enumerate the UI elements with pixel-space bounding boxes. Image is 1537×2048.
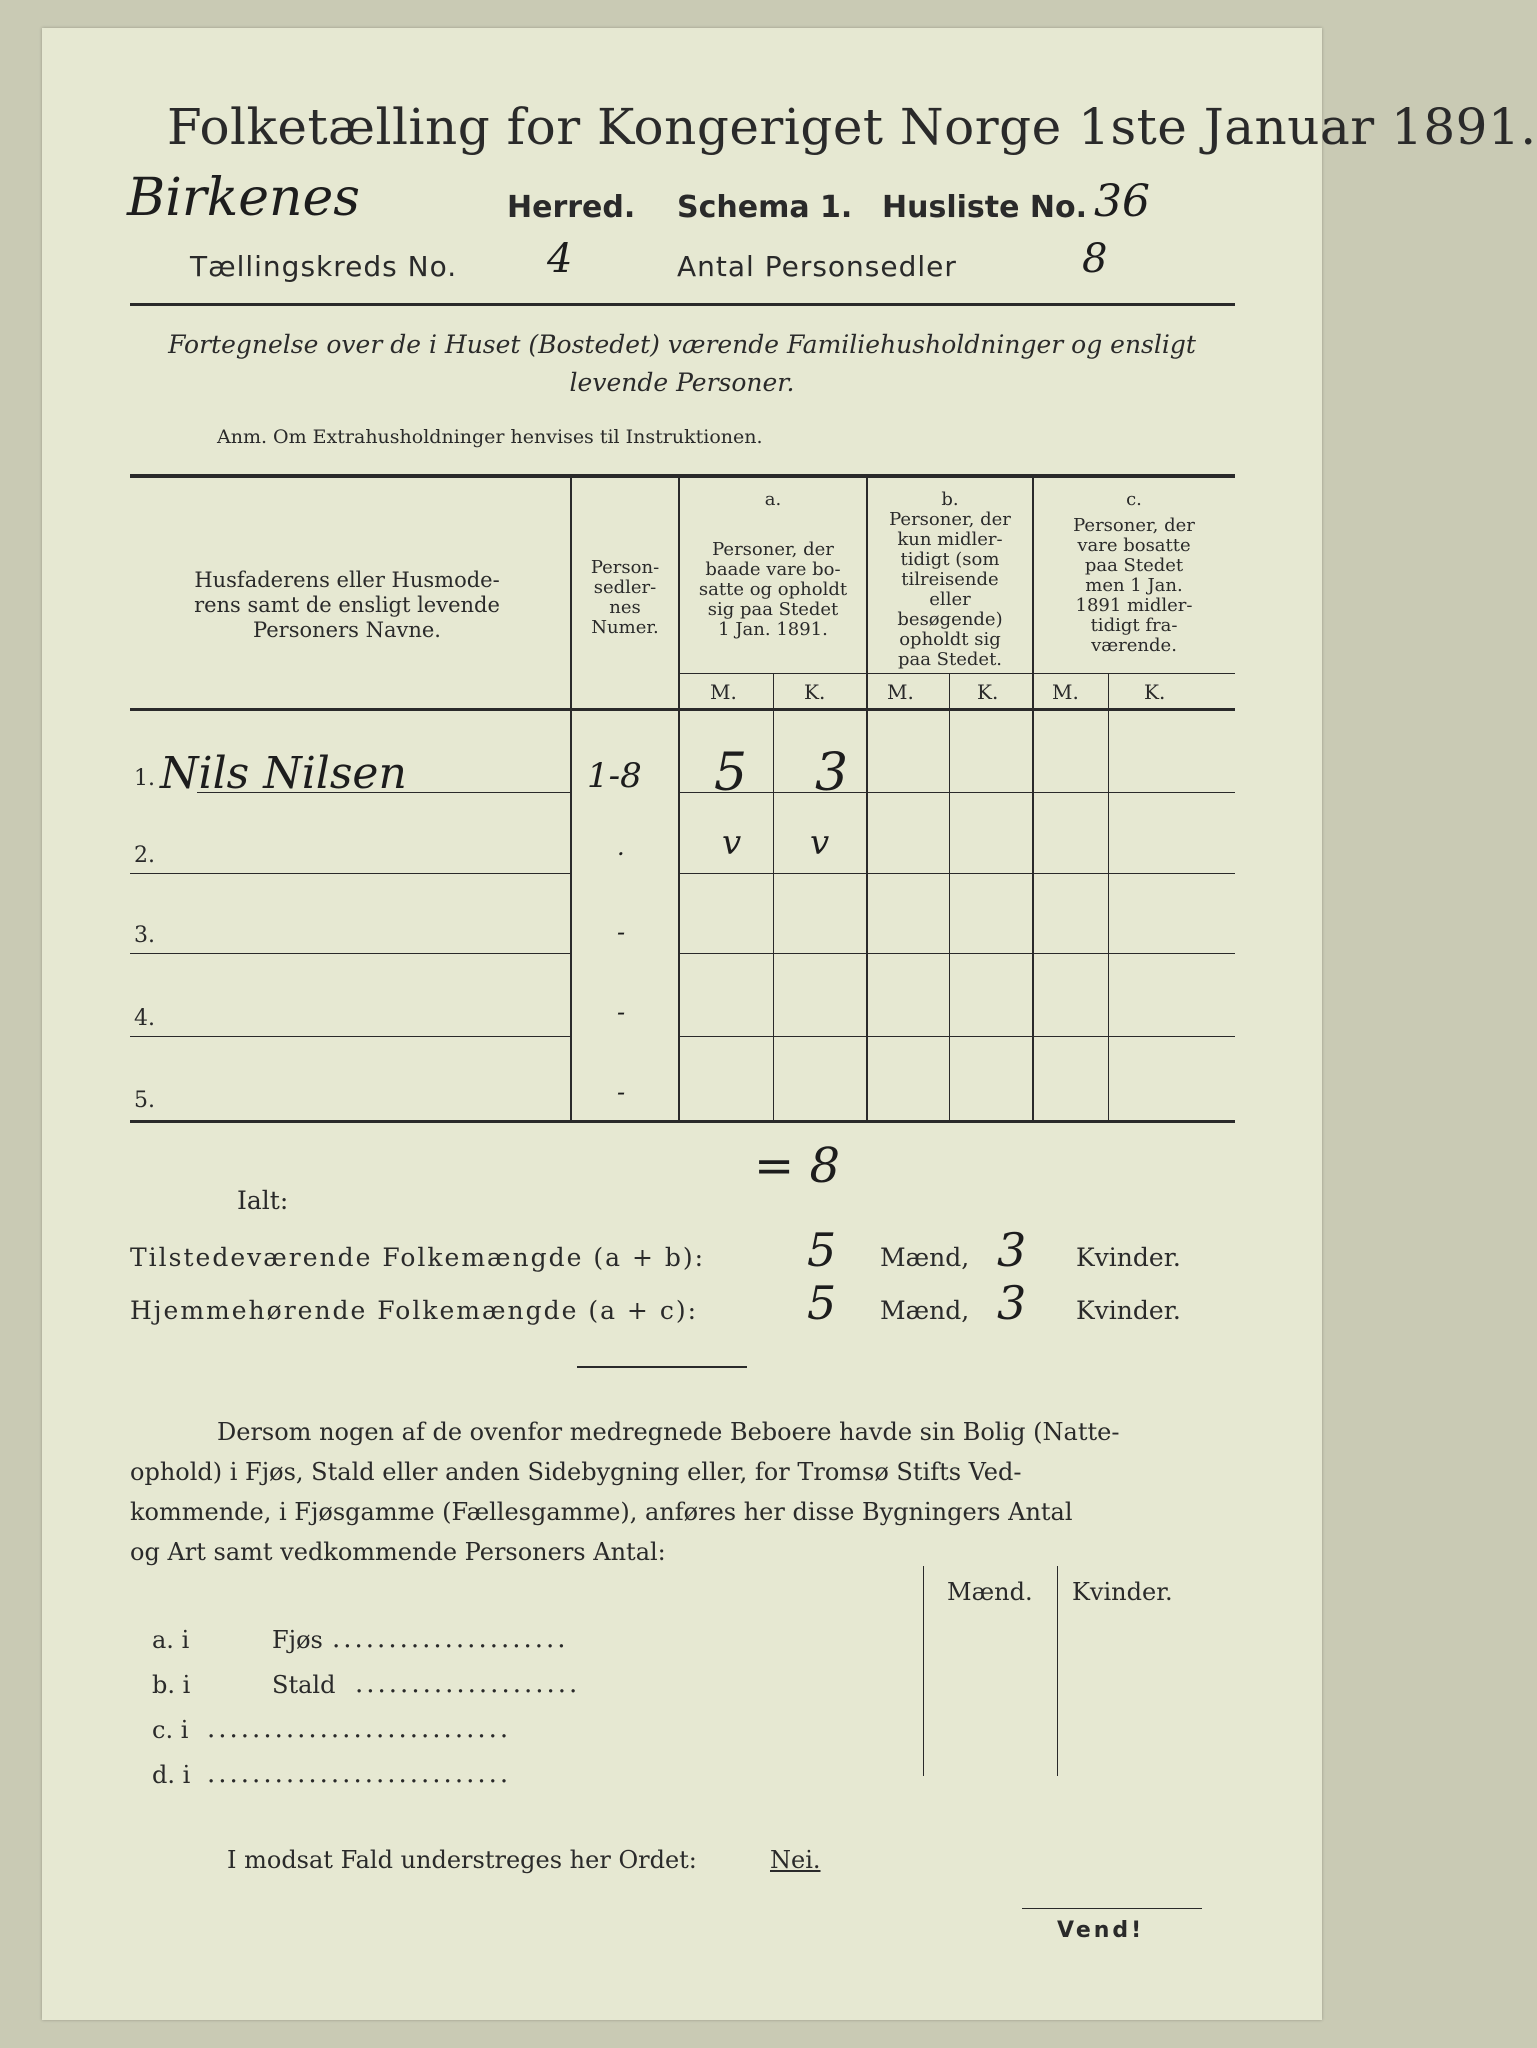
row-number: 4. [134, 1006, 155, 1031]
hjemme-m: 5 [807, 1276, 837, 1330]
row-rule [678, 792, 1235, 793]
ialt-value: = 8 [754, 1138, 841, 1194]
row-sedler: - [617, 918, 626, 946]
m-label: M. [887, 680, 914, 704]
hjemme-k: 3 [997, 1276, 1027, 1330]
dot-leader: ........................... [207, 1759, 512, 1789]
maend-label: Mænd, [880, 1243, 970, 1272]
dot-leader: ........................... [207, 1714, 512, 1744]
intro-line1: Fortegnelse over de i Huset (Bostedet) værende Familiehusholdninger og ensligt [168, 330, 1196, 359]
row-rule [678, 953, 1235, 954]
tilstede-m: 5 [807, 1223, 837, 1277]
kvinder-label: Kvinder. [1076, 1296, 1181, 1325]
col-maend-header: Mænd. [947, 1578, 1033, 1606]
row-name: Nils Nilsen [160, 748, 407, 799]
kreds-value: 4 [547, 236, 573, 282]
herred-label: Herred. [507, 190, 636, 225]
mk-rule [678, 673, 1235, 674]
buildings-para-line: Dersom nogen af de ovenfor medregnede Beboere havde sin Bolig (Natte- [217, 1418, 1120, 1446]
kvinder-label: Kvinder. [1076, 1243, 1181, 1272]
tilstede-k: 3 [997, 1223, 1027, 1277]
modsat-text: I modsat Fald understreges her Ordet: [227, 1846, 697, 1874]
schema-label: Schema 1. [677, 190, 853, 225]
building-letter: b. i [152, 1671, 191, 1699]
dot-leader: .................... [355, 1669, 581, 1699]
nei-word: Nei. [770, 1846, 821, 1874]
m-label: M. [1052, 680, 1079, 704]
col-divider [773, 673, 774, 1122]
m-label: M. [710, 680, 737, 704]
row-a-k: v [810, 823, 830, 863]
row-number: 1. [134, 766, 155, 791]
buildings-para-line: og Art samt vedkommende Personers Antal: [130, 1538, 666, 1566]
row-a-k: 3 [815, 743, 849, 803]
building-label: Fjøs [272, 1626, 323, 1654]
row-sedler: - [617, 1078, 626, 1106]
dot-leader: ..................... [332, 1624, 569, 1654]
building-letter: a. i [152, 1626, 190, 1654]
vend-text: Vend! [1057, 1918, 1145, 1943]
col-divider [1057, 1566, 1058, 1776]
col-b-header: b. Personer, der kun midler- tidigt (som tilreisende eller besøgende) opholdt sig paa Stedet. [889, 489, 1011, 670]
k-label: K. [977, 680, 999, 704]
building-label: Stald [272, 1671, 336, 1699]
antal-value: 8 [1082, 236, 1108, 282]
row-sedler: . [617, 833, 625, 861]
row-sedler: - [617, 998, 626, 1026]
building-letter: c. i [152, 1716, 189, 1744]
k-label: K. [804, 680, 826, 704]
ialt-label: Ialt: [237, 1186, 289, 1215]
row-rule [678, 873, 1235, 874]
row-a-m: v [722, 823, 742, 863]
col-name-header: Husfaderens eller Husmode- rens samt de ensligt levende Personers Navne. [194, 568, 500, 642]
row-number: 5. [134, 1088, 155, 1113]
herred-handwritten: Birkenes [127, 168, 360, 228]
building-letter: d. i [152, 1761, 191, 1789]
antal-label: Antal Personsedler [677, 250, 957, 283]
maend-label: Mænd, [880, 1296, 970, 1325]
buildings-para-line: ophold) i Fjøs, Stald eller anden Sidebygning eller, for Tromsø Stifts Ved- [130, 1458, 1022, 1486]
hjemme-label: Hjemmehørende Folkemængde (a + c): [130, 1296, 698, 1325]
col-a-header: a. Personer, der baade vare bo- satte og opholdt sig paa Stedet 1 Jan. 1891. [698, 489, 848, 640]
table-header-rule [130, 708, 1235, 711]
col-kvinder-header: Kvinder. [1072, 1578, 1173, 1606]
col-c-header: c. Personer, der vare bosatte paa Stedet men 1 Jan. 1891 midler- tidigt fra- værende. [1073, 489, 1195, 656]
row-rule [678, 1036, 1235, 1037]
row-rule [130, 873, 570, 874]
row-a-m: 5 [714, 743, 748, 803]
form-title: Folketælling for Kongeriget Norge 1ste Januar 1891. [167, 98, 1537, 156]
vend-rule [1022, 1908, 1202, 1909]
anm-note: Anm. Om Extrahusholdninger henvises til Instruktionen. [217, 426, 763, 448]
census-form [42, 28, 1537, 2020]
table-top-rule [130, 474, 1235, 478]
husliste-value: 36 [1094, 176, 1150, 227]
kreds-label: Tællingskreds No. [190, 250, 458, 283]
col-divider [949, 673, 950, 1122]
k-label: K. [1144, 680, 1166, 704]
intro-line2: levende Personer. [569, 368, 795, 397]
col-divider [923, 1566, 924, 1776]
row-rule [130, 1036, 570, 1037]
row-sedler: 1-8 [587, 756, 642, 796]
husliste-label: Husliste No. [882, 190, 1087, 225]
row-number: 3. [134, 923, 155, 948]
row-rule [130, 953, 570, 954]
col-num-header: Person- sedler- nes Numer. [590, 557, 660, 638]
buildings-para-line: kommende, i Fjøsgamme (Fællesgamme), anføres her disse Bygningers Antal [130, 1498, 1073, 1526]
tilstede-label: Tilstedeværende Folkemængde (a + b): [130, 1243, 706, 1272]
divider [130, 303, 1235, 306]
short-divider [577, 1366, 747, 1368]
col-divider [1108, 673, 1109, 1122]
row-number: 2. [134, 843, 155, 868]
table-bottom-rule [130, 1120, 1235, 1123]
